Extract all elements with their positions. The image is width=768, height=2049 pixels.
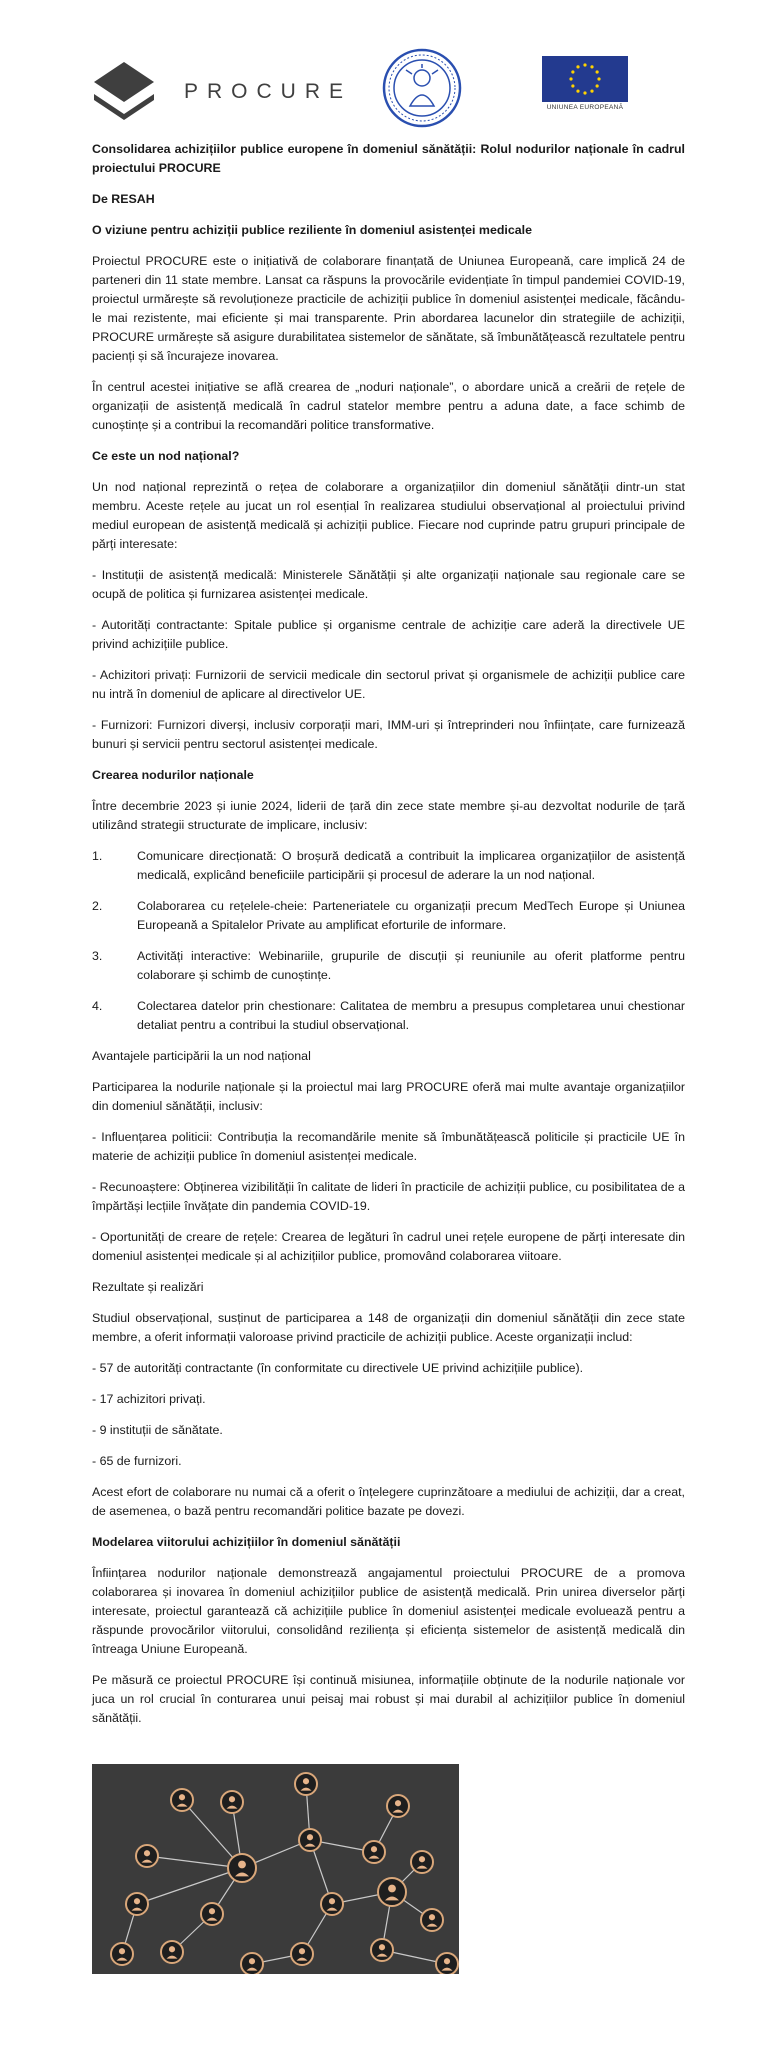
section-heading: Rezultate și realizări bbox=[92, 1280, 204, 1294]
article bbox=[92, 140, 685, 1728]
procure-logo-text: PROCURE bbox=[184, 80, 353, 103]
person-node-icon bbox=[371, 1939, 393, 1961]
person-node-icon bbox=[136, 1845, 158, 1867]
eu-star-icon bbox=[576, 90, 579, 93]
paragraph: Înființarea nodurilor naționale demonstrează angajamentul proiectului PROCURE de a promova colaborarea și inovarea în domeniul achizițiilor publice de asistență medicală. Prin unirea diverselor părți interesate, proiectul garantează că achizițiile publice în domeniul asistenței medicale evoluează pentru a răspunde provocărilor viitorului, consolidând reziliența și eficiența sistemelor de asistență medicală din întreaga Uniune Europeană. bbox=[92, 1566, 685, 1656]
eu-star-icon bbox=[583, 63, 586, 66]
eu-star-icon bbox=[590, 65, 593, 68]
person-node-icon bbox=[378, 1878, 406, 1906]
paragraph: Pe măsură ce proiectul PROCURE își continuă misiunea, informațiile obținute de la nodurile naționale vor juca un rol crucial în conturarea unui peisaj mai robust și mai durabil al achizițiilor publice în domeniul sănătății. bbox=[92, 1673, 685, 1725]
paragraph: Studiul observațional, susținut de participarea a 148 de organizații din domeniul sănătății din zece state membre, a oferit informații valoroase privind practicile de achiziții publice. Aceste organizații includ: bbox=[92, 1311, 685, 1344]
person-node-icon bbox=[436, 1953, 458, 1974]
section-heading: Modelarea viitorului achizițiilor în domeniul sănătății bbox=[92, 1535, 401, 1549]
eu-star-icon bbox=[596, 70, 599, 73]
document-page bbox=[92, 0, 685, 1974]
person-node-icon bbox=[321, 1893, 343, 1915]
item-text: Activități interactive: Webinariile, grupurile de discuții și reuniunile au oferit platforme pentru colaborare și schimb de cunoștințe. bbox=[137, 949, 685, 982]
list-item: - 57 de autorități contractante (în conformitate cu directivele UE privind achizițiile publice). bbox=[92, 1361, 584, 1375]
eu-star-icon bbox=[569, 77, 572, 80]
person-node-icon bbox=[111, 1943, 133, 1965]
list-item: - Instituții de asistență medicală: Ministerele Sănătății și alte organizații naționale sau regionale care se ocupă de politica și furnizarea asistenței medicale. bbox=[92, 568, 685, 601]
item-text: Colectarea datelor prin chestionare: Calitatea de membru a presupus completarea unui chestionar detaliat pentru a contribui la studiul observațional. bbox=[137, 999, 685, 1032]
network-nodes-image bbox=[92, 1764, 459, 1974]
paragraph: Participarea la nodurile naționale și la proiectul mai larg PROCURE oferă mai multe avantaje organizațiilor din domeniul sănătății, inclusiv: bbox=[92, 1080, 685, 1113]
list-item: - Influențarea politicii: Contribuția la recomandările menite să îmbunătățească politicile și practicile UE în materie de achiziții publice în domeniul asistenței medicale. bbox=[92, 1130, 685, 1163]
section-heading: Ce este un nod național? bbox=[92, 449, 240, 463]
person-node-icon bbox=[126, 1893, 148, 1915]
list-item: - 17 achizitori privați. bbox=[92, 1392, 206, 1406]
network-link bbox=[137, 1868, 242, 1904]
person-node-icon bbox=[411, 1851, 433, 1873]
list-item: - Recunoaștere: Obținerea vizibilității în calitate de lideri în practicile de achiziții publice, cu posibilitatea de a împărtăși lecțiile învățate din pandemia COVID-19. bbox=[92, 1180, 685, 1213]
section-heading: Avantajele participării la un nod național bbox=[92, 1049, 311, 1063]
hospital-seal-icon bbox=[382, 48, 462, 128]
eu-star-icon bbox=[596, 84, 599, 87]
list-item: - Autorități contractante: Spitale publice și organisme centrale de achiziție care aderă la directivele UE privind achizițiile publice. bbox=[92, 618, 685, 651]
person-node-icon bbox=[299, 1829, 321, 1851]
eu-flag-icon bbox=[542, 56, 628, 102]
list-item: - Achizitori privați: Furnizorii de servicii medicale din sectorul privat și organismele de achiziții publice care nu intră în domeniul de aplicare al directivelor UE. bbox=[92, 668, 685, 701]
section-heading: Crearea nodurilor naționale bbox=[92, 768, 254, 782]
paragraph: Între decembrie 2023 și iunie 2024, liderii de țară din zece state membre și-au dezvoltat nodurile de țară utilizând strategii structurate de implicare, inclusiv: bbox=[92, 799, 685, 832]
person-node-icon bbox=[363, 1841, 385, 1863]
article-byline: De RESAH bbox=[92, 192, 155, 206]
list-item: - 65 de furnizori. bbox=[92, 1454, 182, 1468]
item-number: 3. bbox=[92, 949, 103, 963]
eu-star-icon bbox=[597, 77, 600, 80]
item-text: Colaborarea cu rețelele-cheie: Parteneriatele cu organizații precum MedTech Europe și Uniunea Europeană a Spitalelor Private au amplificat eforturile de informare. bbox=[137, 899, 685, 932]
eu-star-icon bbox=[590, 90, 593, 93]
item-number: 4. bbox=[92, 999, 103, 1013]
item-text: Comunicare direcționată: O broșură dedicată a contribuit la implicarea organizațiilor de asistență medicală, explicând beneficiile participării și procesul de aderare la un nod național. bbox=[137, 849, 685, 882]
numbered-item bbox=[92, 847, 685, 885]
person-node-icon bbox=[421, 1909, 443, 1931]
list-item: - Furnizori: Furnizori diverși, inclusiv corporații mari, IMM-uri și întreprinderi nou înființate, care furnizează bunuri și servicii pentru sectorul asistenței medicale. bbox=[92, 718, 685, 751]
person-node-icon bbox=[291, 1943, 313, 1965]
procure-logo-icon bbox=[92, 60, 156, 120]
item-number: 1. bbox=[92, 849, 103, 863]
paragraph: Un nod național reprezintă o rețea de colaborare a organizațiilor din domeniul sănătății dintr-un stat membru. Aceste rețele au jucat un rol esențial în realizarea studiului observațional al proiectului privind mediul european de asistență medicală și achiziții publice. Fiecare nod cuprinde patru grupuri principale de părți interesate: bbox=[92, 480, 685, 551]
paragraph: Proiectul PROCURE este o inițiativă de colaborare finanțată de Uniunea Europeană, care implică 24 de parteneri din 11 state membre. Lansat ca răspuns la provocările evidențiate în timpul pandemiei COVID-19, proiectul urmărește să revoluționeze practicile de achiziții publice în domeniul asistenței medicale, făcându-le mai rezistente, mai eficiente și mai transparente. Prin abordarea lacunelor din strategiile de achiziții, PROCURE urmărește să asigure durabilitatea sistemelor de sănătate, să îmbunătățească rezultatele pentru pacienți și să încurajeze inovarea. bbox=[92, 254, 685, 363]
numbered-item bbox=[92, 997, 685, 1035]
numbered-item bbox=[92, 897, 685, 935]
person-node-icon bbox=[221, 1791, 243, 1813]
paragraph: Acest efort de colaborare nu numai că a oferit o înțelegere cuprinzătoare a mediului de achiziții, dar a creat, de asemenea, o bază pentru recomandări politice bazate pe dovezi. bbox=[92, 1485, 685, 1518]
eu-star-icon bbox=[583, 91, 586, 94]
document-header bbox=[92, 0, 685, 140]
paragraph: În centrul acestei inițiative se află crearea de „noduri naționale”, o abordare unică a creării de rețele de organizații de asistență medicală în cadrul statelor membre pentru a aduna date, a face schimb de cunoștințe și a contribui la recomandări politice transformative. bbox=[92, 380, 685, 432]
list-item: - 9 instituții de sănătate. bbox=[92, 1423, 223, 1437]
article-title: Consolidarea achizițiilor publice europene în domeniul sănătății: Rolul nodurilor naționale în cadrul proiectului PROCURE bbox=[92, 142, 685, 175]
person-node-icon bbox=[387, 1795, 409, 1817]
article-subtitle: O viziune pentru achiziții publice reziliente în domeniul asistenței medicale bbox=[92, 223, 532, 237]
person-node-icon bbox=[161, 1941, 183, 1963]
eu-star-icon bbox=[576, 65, 579, 68]
person-node-icon bbox=[228, 1854, 256, 1882]
numbered-item bbox=[92, 947, 685, 985]
person-node-icon bbox=[295, 1773, 317, 1795]
person-node-icon bbox=[241, 1953, 263, 1974]
eu-caption: UNIUNEA EUROPEANĂ bbox=[546, 104, 624, 111]
network-illustration bbox=[92, 1764, 459, 1974]
list-item: - Oportunități de creare de rețele: Crearea de legături în cadrul unei rețele europene de părți interesate din domeniul asistenței medicale și al achizițiilor publice, promovând colaborarea viitoare. bbox=[92, 1230, 685, 1263]
person-node-icon bbox=[201, 1903, 223, 1925]
eu-logo bbox=[542, 56, 628, 111]
eu-star-icon bbox=[571, 84, 574, 87]
eu-star-icon bbox=[571, 70, 574, 73]
person-node-icon bbox=[171, 1789, 193, 1811]
item-number: 2. bbox=[92, 899, 103, 913]
